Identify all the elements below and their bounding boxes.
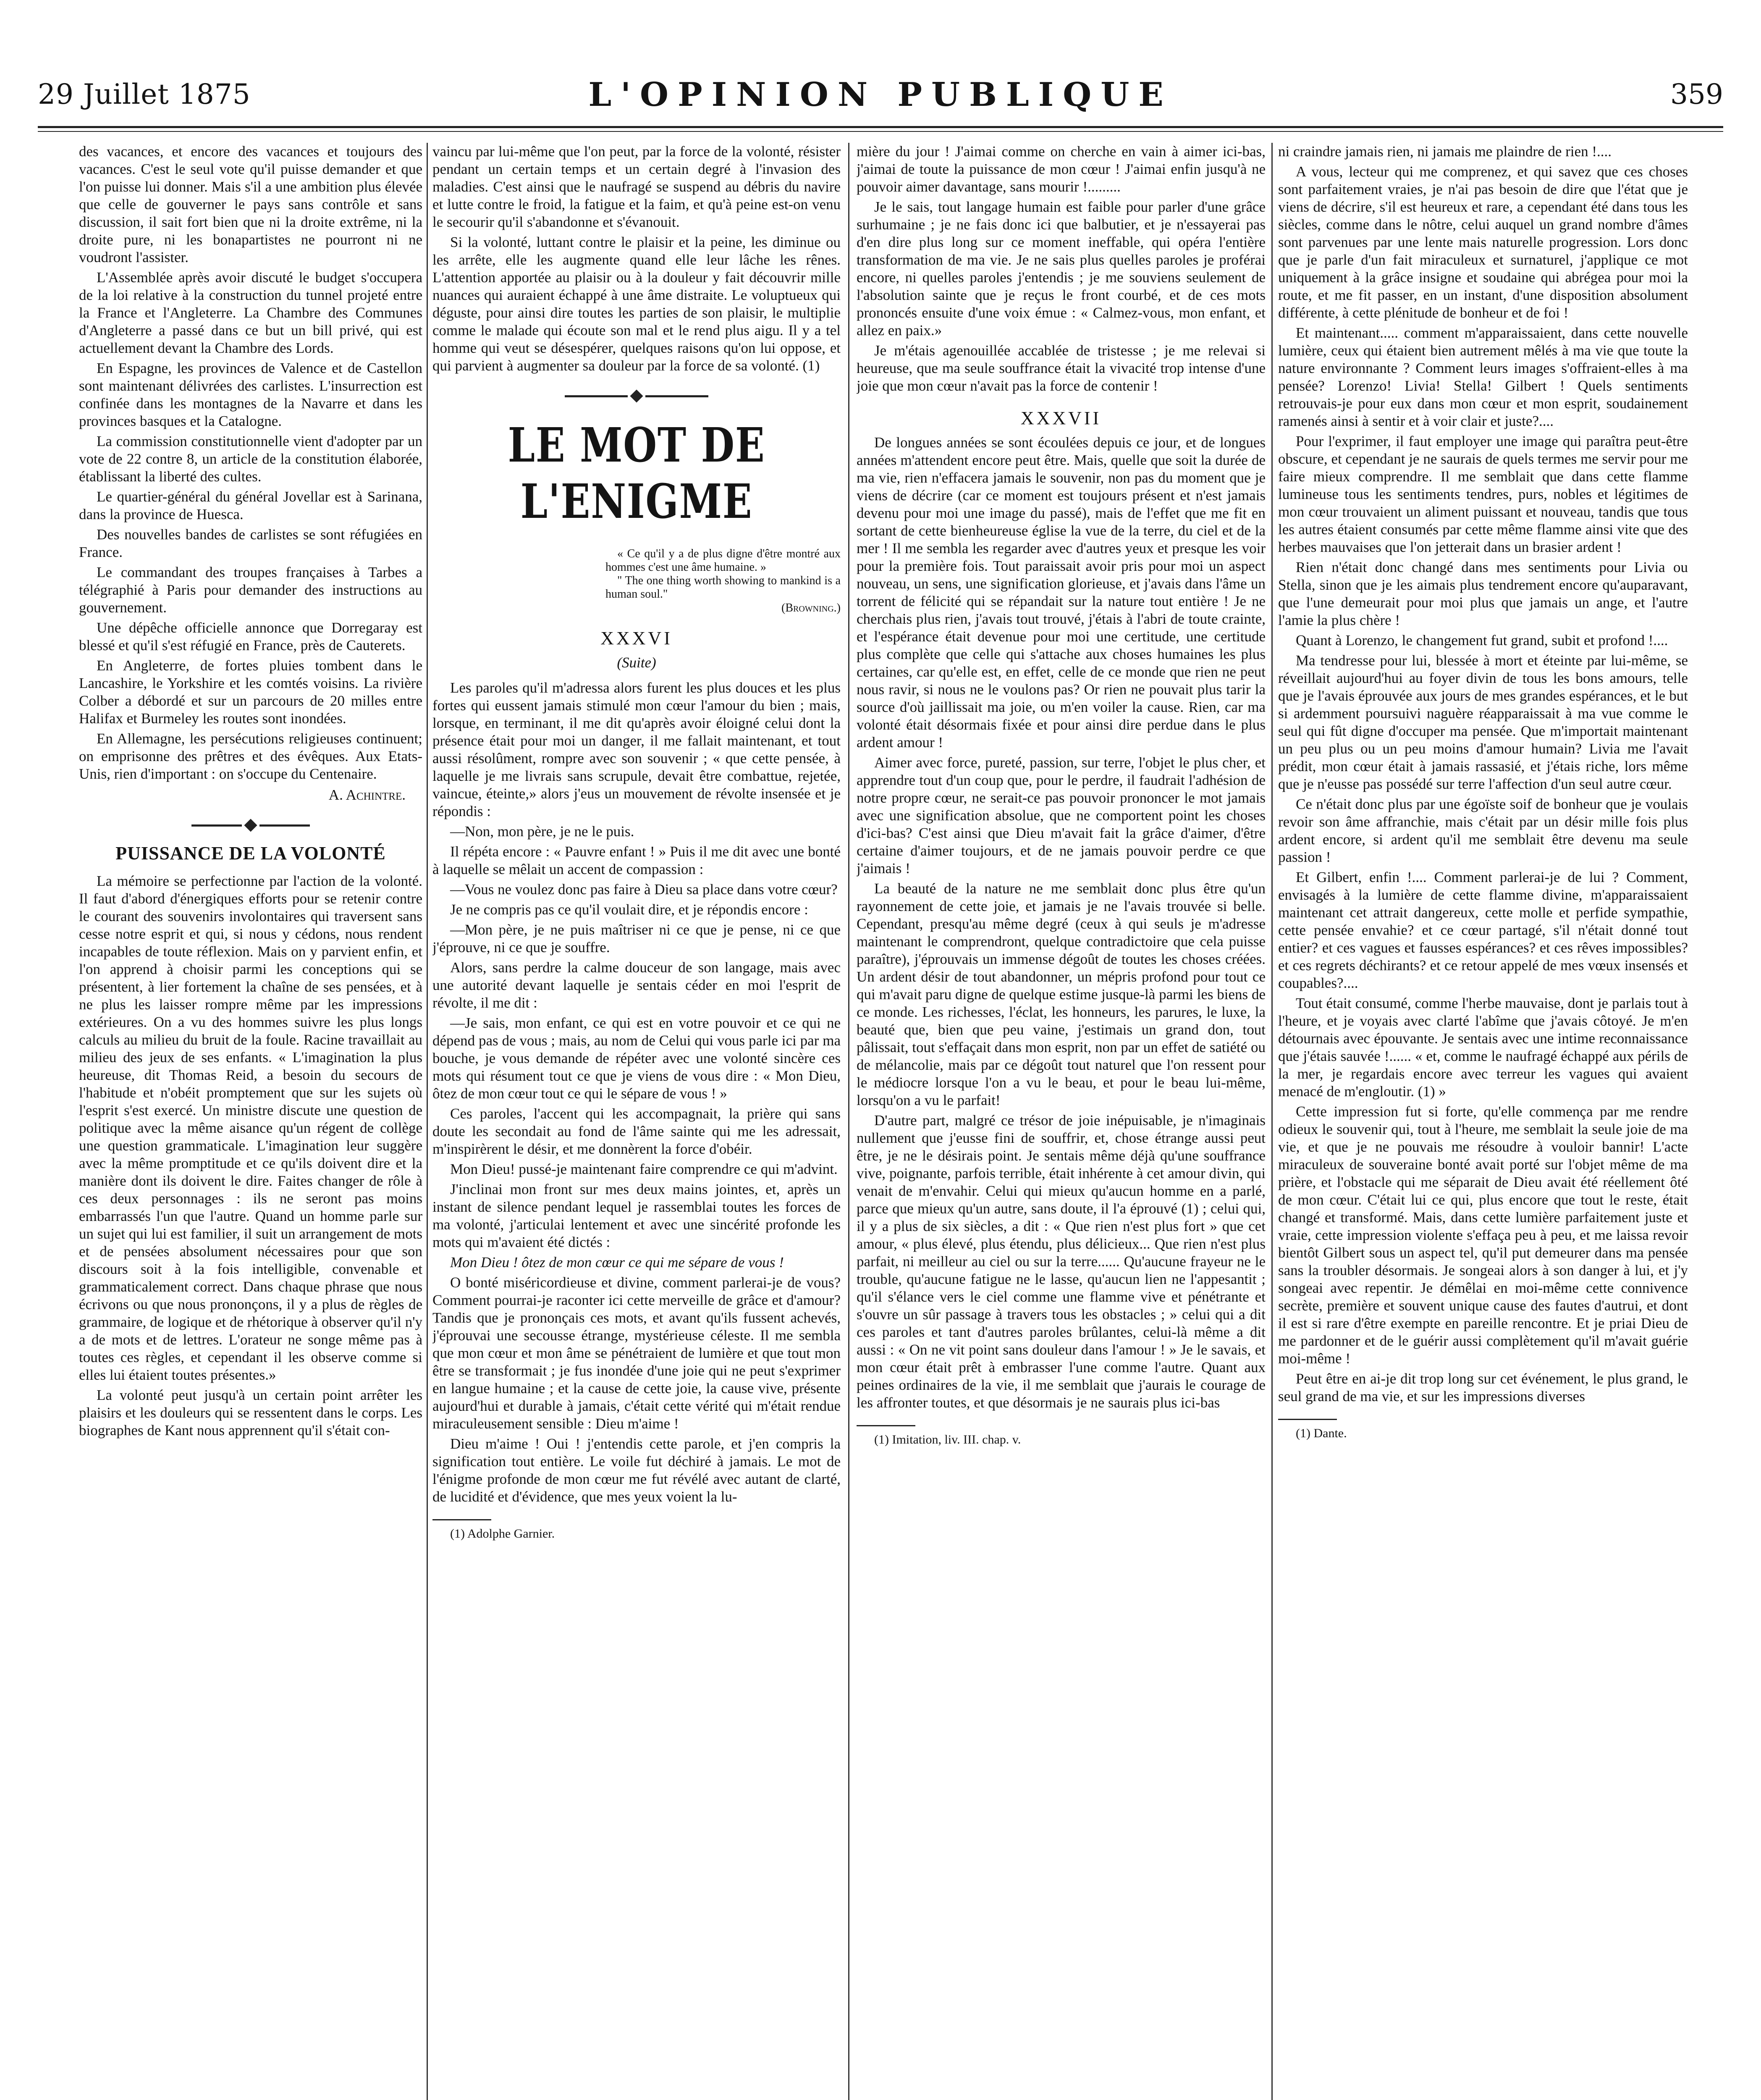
footnote: (1) Dante. [1296, 1426, 1347, 1440]
article-paragraph: vaincu par lui-même que l'on peut, par la force de la volonté, résister pendant un certain temps et un certain degré à l'invasion des maladies. C'est ainsi que le naufragé se suspend au débris du navire et lutte contre le froid, la fatigue et la faim, et qu'à peine est-on venu le secourir qu'il s'abandonne et s'évanouit. [432, 143, 841, 230]
story-paragraph: Pour l'exprimer, il faut employer une image qui paraîtra peut-être obscure, et cependant je ne saurais de quels termes me servir pour me faire mieux comprendre. Il me semblait que dans cette flamme lumineuse tous les sentiments tendres, purs, nobles et légitimes de mon cœur trouvaient un aliment puissant et nouveau, tandis que tous les autres étaient consumés par cette même flamme ainsi vite que des herbes mauvaises que l'on jetterait dans un brasier ardent ! [1278, 433, 1688, 555]
story-paragraph: —Je sais, mon enfant, ce qui est en votre pouvoir et ce qui ne dépend pas de vous ; mais, au nom de Celui qui vous parle ici par ma bouche, je vous demande de répéter avec une volonté sincère ces mots qui résument tout ce que je viens de vous dire : « Mon Dieu, ôtez de mon cœur tout ce qui le sépare de vous ! » [432, 1014, 841, 1102]
story-paragraph: Rien n'était donc changé dans mes sentiments pour Livia ou Stella, sinon que je les aimais plus tendrement encore qu'auparavant, que l'une demeurait pour moi plus que jamais un ange, et l'autre l'amie la plus chère ! [1278, 559, 1688, 628]
story-paragraph: Je le sais, tout langage humain est faible pour parler d'une grâce surhumaine ; je ne fais donc ici que balbutier, et je n'essayerai pas d'en dire plus long sur ce moment ineffable, qui opéra l'entière transformation de ma vie. Je ne sais plus quelles paroles je proférai encore, ni quelles paroles j'entendis ; je me souviens seulement de l'absolution sainte que je reçus le front courbé, et de ces mots prononcés ensuite d'une voix émue : « Calmez-vous, mon enfant, et allez en paix.» [857, 199, 1266, 339]
column-1 [79, 143, 422, 2100]
footnote-rule [432, 1519, 491, 1520]
footnote: (1) Adolphe Garnier. [450, 1526, 555, 1541]
epigraph-english: " The one thing worth showing to mankind is a human soul." [605, 574, 841, 601]
article-paragraph: La volonté peut jusqu'à un certain point arrêter les plaisirs et les douleurs qui se ressentent dans le corps. Les biographes de Kant nous apprennent qu'il s'était con- [79, 1386, 422, 1438]
column-divider [1271, 143, 1273, 2100]
story-paragraph: Alors, sans perdre la calme douceur de son langage, mais avec une autorité devant laquelle je sentais céder en moi l'esprit de révolte, il me dit : [432, 959, 841, 1011]
story-paragraph: mière du jour ! J'aimai comme on cherche en vain à aimer ici-bas, j'aimai de toute la puissance de mon cœur ! J'aimai enfin jusqu'à ne pouvoir aimer davantage, sans mourir !......... [857, 143, 1266, 195]
news-paragraph: Une dépêche officielle annonce que Dorregaray est blessé et qu'il s'est réfugié en France, près de Cauterets. [79, 620, 422, 654]
footnote: (1) Imitation, liv. III. chap. v. [874, 1432, 1021, 1446]
header-rule-thin [38, 131, 1723, 132]
footnote-rule [857, 1425, 915, 1426]
story-paragraph: A vous, lecteur qui me comprenez, et qui savez que ces choses sont parfaitement vraies, je n'ai pas besoin de dire que l'état que je viens de décrire, s'il est heureux et rare, a cependant été dans tous les siècles, comme dans le nôtre, celui auquel un grand nombre d'âmes sont parvenues par une lente mais naturelle progression. Lors donc que je parle d'un fait miraculeux et surnaturel, j'applique ce mot uniquement à la grâce insigne et soudaine qui abrégea pour moi la route, et me fit passer, en un instant, d'une disposition absolument différente, à cette plénitude de bonheur et de foi ! [1278, 163, 1688, 321]
story-paragraph: —Vous ne voulez donc pas faire à Dieu sa place dans votre cœur? [450, 881, 838, 898]
column-divider [848, 143, 849, 2100]
story-paragraph: Les paroles qu'il m'adressa alors furent les plus douces et les plus fortes qui eussent jamais stimulé mon cœur l'amour du bien ; mais, lorsque, en terminant, il me dit qu'après avoir éloigné celui dont la présence était pour moi un danger, il me fallait maintenant, et tout aussi résolûment, rompre avec son souvenir ; « que cette pensée, à laquelle je me livrais sans scrupule, devait être combattue, rejetée, vaincue, éteinte,» alors j'eus un mouvement de révolte insensée et je répondis : [432, 679, 841, 819]
story-paragraph: D'autre part, malgré ce trésor de joie inépuisable, je n'imaginais nullement que j'eusse fini de souffrir, et, chose étrange aussi peut être, je ne le désirais point. Je sentais même déjà qu'une souffrance vive, poignante, parfois terrible, était inhérente à cet amour divin, qui venait de m'envahir. Celui qui mieux qu'aucun homme en a parlé, parce que mieux qu'un autre, sans doute, il l'a éprouvé (1) ; celui qui, il y a plus de six siècles, a dit : « Que rien n'est plus fort » que cet amour, « plus élevé, plus étendu, plus délicieux... Que rien n'est plus parfait, ni meilleur au ciel ou sur la terre...... Qu'aucune frayeur ne le trouble, qu'aucune fatigue ne le lasse, qu'aucun lien ne l'appesantit ; qu'il s'élance vers le ciel comme une flamme vive et pénétrante et s'ouvre un sûr passage à travers tous les obstacles ; » celui qui a dit ces paroles et tant d'autres paroles brûlantes, celui-là même a dit aussi : « On ne vit point sans douleur dans l'amour ! » Je le savais, et mon cœur était prêt à embrasser l'une comme l'autre. Quant aux peines ordinaires de la vie, il me semblait que j'aurais le courage de les affronter toutes, et que désormais je ne saurais plus ici-bas [857, 1112, 1266, 1411]
news-paragraph: En Angleterre, de fortes pluies tombent dans le Lancashire, le Yorkshire et les comtés voisins. La rivière Colber a débordé et sur un parcours de 20 milles entre Halifax et Burmeley les routes sont inondées. [79, 657, 422, 727]
article-paragraph: Si la volonté, luttant contre le plaisir et la peine, les diminue ou les arrête, elle les augmente quand elle leur lâche les rênes. L'attention apportée au plaisir ou à la douleur y fait découvrir mille nuances qui auraient échappé à une âme distraite. Le voluptueux qui déguste, pour ainsi dire toutes les parties de son plaisir, le multiplie comme le malade qui écoute son mal et le rend plus aigu. Il y a tel homme qui veut se désespérer, quelques raisons qu'on lui oppose, et qui parvient à augmenter sa douleur par la force de sa volonté. (1) [432, 234, 841, 374]
footnote-rule [1278, 1419, 1337, 1420]
epigraph-author: (Browning.) [781, 601, 841, 614]
story-paragraph: Aimer avec force, pureté, passion, sur terre, l'objet le plus cher, et apprendre tout d'un coup que, pour le perdre, il faudrait l'adhésion de notre propre cœur, ne serait-ce pas pouvoir prononcer le mot jamais avec une signification absolue, que ne comportent point les choses d'ici-bas? C'est ainsi que Dieu m'avait fait la grâce d'aimer, d'être certaine d'aimer toujours, et de ne jamais pouvoir perdre ce que j'aimais ! [857, 754, 1266, 877]
column-divider [427, 143, 428, 2100]
story-paragraph: Mon Dieu! pussé-je maintenant faire comprendre ce qui m'advint. [450, 1160, 838, 1177]
masthead-title: L'OPINION PUBLIQUE [588, 76, 1173, 114]
column-2 [432, 143, 841, 2100]
header-rule [38, 126, 1723, 128]
story-paragraph: J'inclinai mon front sur mes deux mains jointes, et, après un instant de silence pendant lequel je rassemblai toutes les forces de ma volonté, j'articulai lentement et avec une sincérité profonde les mots qui m'avaient été dictés : [432, 1181, 841, 1250]
news-paragraph: En Allemagne, les persécutions religieuses continuent; on emprisonne des prêtres et des évêques. Aux Etats-Unis, rien d'important : on s'occupe du Centenaire. [79, 730, 422, 782]
news-paragraph: En Espagne, les provinces de Valence et de Castellon sont maintenant délivrées des carlistes. L'insurrection est confinée dans les montagnes de la Navarre et dans les provinces basques et la Catalogne. [79, 360, 422, 429]
story-paragraph: Ma tendresse pour lui, blessée à mort et éteinte par lui-même, se réveillait aujourd'hui au foyer divin de tous les bons amours, telle que je l'avais éprouvée aux jours de mes grandes espérances, et le but si ardemment poursuivi naguère réapparaissait à ma vue comme le seul qui fût digne d'occuper ma pensée. Que m'importait maintenant un peu plus ou un peu moins d'amour humain? Livia me l'avait prédit, mon cœur était à jamais rassasié, et j'étais riche, lors même que je n'eusse pas possédé sur terre l'affection d'un seul autre cœur. [1278, 652, 1688, 792]
story-paragraph: —Mon père, je ne puis maîtriser ni ce que je pense, ni ce que j'éprouve, ni ce que je souffre. [432, 921, 841, 956]
news-paragraph: L'Assemblée après avoir discuté le budget s'occupera de la loi relative à la construction du tunnel projeté entre la France et l'Angleterre. La Chambre des Communes d'Angleterre a passé dans ce but un bill privé, qui est actuellement devant la Chambre des Lords. [79, 269, 422, 356]
news-paragraph: Le commandant des troupes françaises à Tarbes a télégraphié à Paris pour demander des instructions au gouvernement. [79, 564, 422, 616]
ornament-divider [432, 391, 841, 401]
story-paragraph: Et Gilbert, enfin !.... Comment parlerai-je de lui ? Comment, envisagés à la lumière de cette flamme divine, m'apparaissaient maintenant cet attrait dangereux, cette molle et perfide sympathie, cette pensée envahie? et ce cœur partagé, s'il n'était donné tout entier? et ces vagues et fausses espérances? et ces rêves impossibles? et ces regrets déchirants? et ce retour appelé de mes vœux insensés et coupables?.... [1278, 869, 1688, 991]
author-signature: A. Achintre. [328, 787, 406, 803]
news-paragraph: Le quartier-général du général Jovellar est à Sarinana, dans la province de Huesca. [79, 488, 422, 522]
epigraph [605, 547, 841, 615]
story-paragraph: Je ne compris pas ce qu'il voulait dire, et je répondis encore : [450, 901, 808, 918]
news-paragraph: La commission constitutionnelle vient d'adopter par un vote de 22 contre 8, un article de la constitution élaborée, établissant la liberté des cultes. [79, 433, 422, 485]
chapter-number: XXXVI [600, 627, 673, 648]
story-paragraph: La beauté de la nature ne me semblait donc plus être qu'un rayonnement de cette joie, et jamais je ne l'avais trouvée si belle. Cependant, presqu'au même degré (ceux à qui seuls je m'adresse maintenant le comprendront, quelque contradictoire que cela puisse paraître), j'éprouvais un immense dégoût de toutes les choses créées. Un ardent désir de tout abandonner, un mépris profond pour tout ce qui m'avait paru digne de quelque estime jusque-là parmi les biens de ce monde. Les richesses, l'éclat, les honneurs, les parures, le luxe, la beauté que, bien que peu vaine, j'estimais un grand don, tout pâlissait, tout s'effaçait dans mon esprit, non par un effet de satiété ou de mélancolie, mais par ce dégoût tout naturel que l'on ressent pour le médiocre lorsque l'on a vu le beau, et pour le beau lui-même, lorsqu'on a vu le parfait! [857, 880, 1266, 1108]
serial-title: LE MOT DE L'ENIGME [508, 418, 765, 530]
story-paragraph: Tout était consumé, comme l'herbe mauvaise, dont je parlais tout à l'heure, et je voyais avec clarté l'abîme que j'avais côtoyé. Je m'en détournais avec épouvante. Je sentais avec une intime reconnaissance que j'étais sauvée !...... « et, comme le naufragé échappé aux périls de la mer, je regardais encore avec terreur les vagues qui avaient menacé de m'engloutir. (1) » [1278, 995, 1688, 1100]
story-paragraph: —Non, mon père, je ne le puis. [450, 823, 634, 840]
story-paragraph: Ce n'était donc plus par une égoïste soif de bonheur que je voulais revoir son âme affranchie, mais c'était par un désir mille fois plus ardent encore, si ardent qu'il me semblait être devenu ma seule passion ! [1278, 796, 1688, 865]
story-paragraph: Ces paroles, l'accent qui les accompagnait, la prière qui sans doute les secondait au fond de l'âme sainte qui me les adressait, m'inspirèrent le désir, et me donnèrent la force d'obéir. [432, 1105, 841, 1157]
news-paragraph: des vacances, et encore des vacances et toujours des vacances. C'est le seul vote qu'il puisse demander et que l'on puisse lui donner. Mais s'il a une ambition plus élevée que celle de gouverner le pays sans contrôle et sans discussion, il sait fort bien que ni la droite extrême, ni la droite pure, ni les bonapartistes ne pourront ni ne voudront l'assister. [79, 143, 422, 265]
story-paragraph: Je m'étais agenouillée accablée de tristesse ; je me relevai si heureuse, que ma seule souffrance était la vivacité trop intense d'une joie que mon cœur n'avait pas la force de contenir ! [857, 342, 1266, 394]
chapter-number: XXXVII [1020, 408, 1102, 428]
story-paragraph: Peut être en ai-je dit trop long sur cet événement, le plus grand, le seul grand de ma vie, et sur les impressions diverses [1278, 1370, 1688, 1404]
epigraph-french: « Ce qu'il y a de plus digne d'être montré aux hommes c'est une âme humaine. » [605, 547, 841, 574]
page-number: 359 [1670, 78, 1723, 110]
news-paragraph: Des nouvelles bandes de carlistes se sont réfugiées en France. [79, 526, 422, 560]
story-paragraph: ni craindre jamais rien, ni jamais me plaindre de rien !.... [1278, 143, 1612, 160]
page-header [38, 78, 1723, 124]
column-4 [1278, 143, 1688, 2100]
ornament-divider [79, 821, 422, 830]
column-3 [857, 143, 1266, 2100]
story-paragraph: Cette impression fut si forte, qu'elle commença par me rendre odieux le souvenir qui, tout à l'heure, me semblait la seule joie de ma vie, et que je ne pouvais me résoudre à vouloir bannir! L'acte miraculeux de souveraine bonté avait porté sur l'objet même de ma prière, et l'obstacle qui me séparait de Dieu avait été réellement ôté de mon cœur. C'était lui ce qui, plus encore que tout le reste, était changé et transformé. Mais, dans cette lumière parfaitement juste et vraie, cette impression violente s'effaça peu à peu, et me laissa revoir bientôt Gilbert sous un aspect tel, qu'il put demeurer dans ma pensée sans la troubler désormais. Je songeai alors à son danger à lui, et j'y songeai avec repentir. Je démêlai en moi-même cette connivence secrète, première et souvent unique cause des fautes d'autrui, et dont il est si rare d'être exempte en pareille rencontre. Et je priai Dieu de me pardonner et de le guérir aussi complètement qu'il m'avait guérie moi-même ! [1278, 1103, 1688, 1367]
story-paragraph: Dieu m'aime ! Oui ! j'entendis cette parole, et j'en compris la signification tout entière. Le voile fut déchiré à jamais. Le mot de l'énigme profonde de mon cœur me fut révélé avec autant de clarté, de lucidité et d'évidence, que mes yeux voient la lu- [432, 1435, 841, 1505]
article-paragraph: La mémoire se perfectionne par l'action de la volonté. Il faut d'abord d'énergiques efforts pour se retenir contre le courant des souvenirs involontaires qui traversent sans cesse notre esprit et qui, si nous y cédons, nous rendent incapables de toute réflexion. Mais on y parvient enfin, et l'on apprend à choisir parmi les conceptions qui se présentent, à lier fortement la chaîne de ses pensées, et à ne plus les laisser rompre même par les impressions extérieures. On a vu des hommes suivre les plus longs calculs au milieu du bruit de la foule. Racine travaillait au milieu des jeux de ses enfants. « L'imagination la plus heureuse, dit Thomas Reid, a besoin du secours de l'habitude et n'obéit promptement que sur les sujets où l'esprit s'est exercé. Un ministre discute une question de politique avec la même aisance qu'un régent de collège une question grammaticale. L'imagination leur suggère avec la même promptitude et ce qu'ils doivent dire et la manière dont ils doivent le dire. Faites changer de rôle à ces deux personnages : ils ne seront pas moins embarrassés l'un que l'autre. Quand un homme parle sur un sujet qui lui est familier, il suit un arrangement de mots et de pensées absolument nécessaires pour que son discours soit à la fois intelligible, convenable et grammaticalement correct. Dans chaque phrase que nous écrivons ou que nous prononçons, il y a plus de règles de grammaire, de logique et de rhétorique à observer qu'il n'y a de mots et de lettres. L'orateur ne songe même pas à toutes ces règles, et cependant il les observe comme si elles lui étaient toutes présentes.» [79, 872, 422, 1383]
story-paragraph: De longues années se sont écoulées depuis ce jour, et de longues années m'attendent encore peut être. Mais, quelle que soit la durée de ma vie, rien n'effacera jamais le souvenir, non pas du moment que je viens de décrire (car ce moment est toujours présent et n'est jamais devenu pour moi une image du passé), mais de l'effet que me fit en sortant de cette bienheureuse église la vue de la terre, du ciel et de la mer ! Il me sembla les regarder avec d'autres yeux et presque les voir pour la première fois. Tout paraissait avoir pris pour moi un aspect nouveau, un sens, une signification glorieuse, et j'avais dans l'âme un torrent de félicité qui se répandait sur la nature tout entière ! Je ne cherchais plus rien, j'avais tout trouvé, j'étais à l'abri de toute crainte, et l'espérance était devenue pour moi une certitude, une certitude plus complète que celle qui s'attache aux choses humaines les plus certaines, car qu'elle est, en effet, celle de ce monde que rien ne peut nous ravir, si nous ne le voulons pas? Or rien ne pouvait plus tarir la source d'où jaillissait ma joie, ou m'en voiler la cause. Rien, car ma volonté était désormais fixée et pour ainsi dire perdue dans le plus ardent amour ! [857, 434, 1266, 751]
story-paragraph: Mon Dieu ! ôtez de mon cœur ce qui me sépare de vous ! [450, 1254, 784, 1270]
story-paragraph: O bonté miséricordieuse et divine, comment parlerai-je de vous? Comment pourrai-je raconter ici cette merveille de grâce et d'amour? Tandis que je prononçais ces mots, et avant qu'ils fussent achevés, j'éprouvai une secousse étrange, mystérieuse céleste. Il me sembla que mon cœur et mon âme se pénétraient de lumière et que tout mon être se transformait ; je fus inondée d'une joie qui ne peut s'exprimer en langue humaine ; et la cause de cette joie, la cause vive, présente aujourd'hui et durable à jamais, c'était cette vérité qui m'était rendue miraculeusement sensible : Dieu m'aime ! [432, 1274, 841, 1432]
chapter-subtitle: (Suite) [617, 654, 656, 671]
story-paragraph: Et maintenant..... comment m'apparaissaient, dans cette nouvelle lumière, ceux qui étaient bien autrement mêlés à ma vie que toute la nature environnante ? Comment leurs images s'offraient-elles à ma pensée? Lorenzo! Livia! Stella! Gilbert ! Quels sentiments retrouvais-je pour eux dans mon cœur et mon esprit, soudainement ramenés ainsi à sentir et à voir clair et juste?.... [1278, 325, 1688, 429]
story-paragraph: Quant à Lorenzo, le changement fut grand, subit et profond !.... [1296, 632, 1668, 648]
section-title: PUISSANCE DE LA VOLONTÉ [115, 843, 386, 864]
issue-date: 29 Juillet 1875 [38, 78, 251, 110]
story-paragraph: Il répéta encore : « Pauvre enfant ! » Puis il me dit avec une bonté à laquelle se mêlait un accent de compassion : [432, 843, 841, 877]
